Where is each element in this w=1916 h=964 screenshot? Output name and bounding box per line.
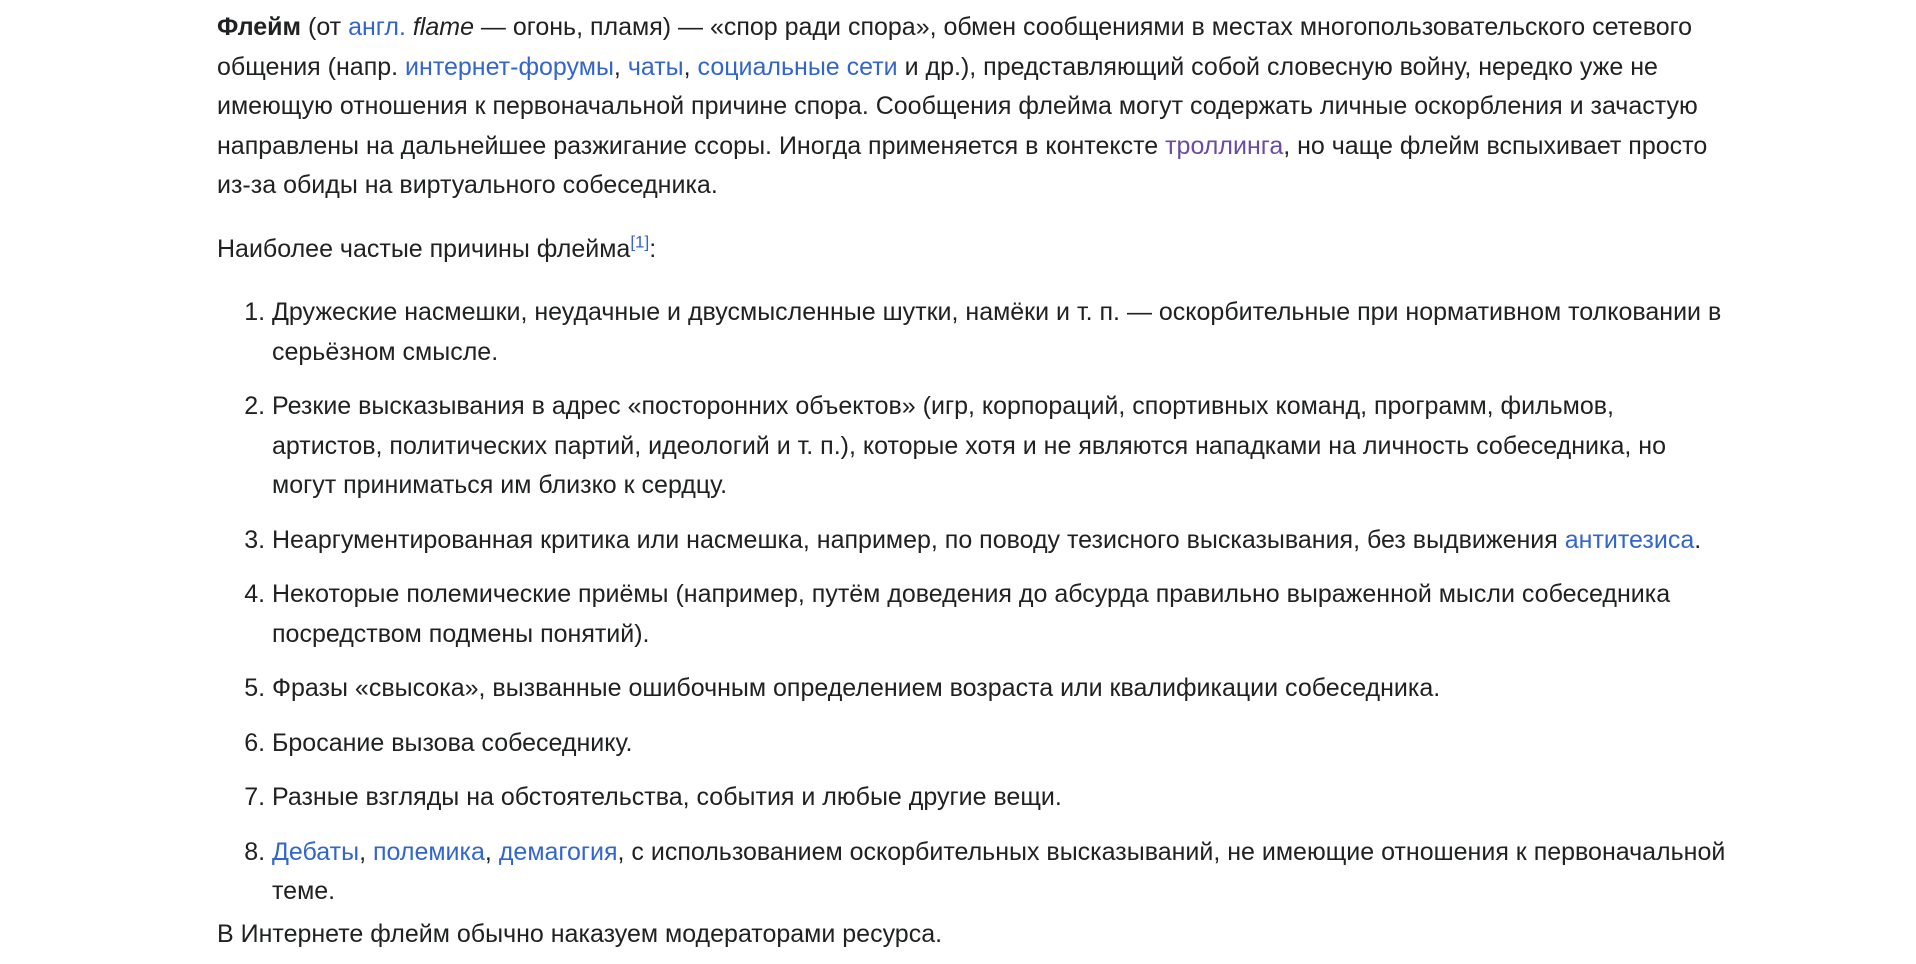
causes-lead-paragraph: Наиболее частые причины флейма[1]: (217, 232, 657, 263)
lang-link[interactable]: англ. (348, 13, 406, 41)
list-item: 7. Разные взгляды на обстоятельства, события и любые другие вещи. (272, 778, 1727, 818)
list-item: 1. Дружеские насмешки, неудачные и двусмысленные шутки, намёки и т. п. — оскорбительные при нормативном толковании в серьёзном смысле. (272, 293, 1727, 372)
link-demagogy[interactable]: демагогия (498, 837, 618, 866)
list-item: 2. Резкие высказывания в адрес «посторонних объектов» (игр, корпораций, спортивных команд, программ, фильмов, артистов, политических партий, идеологий и т. п.), которые хотя и не являются нападками на личность собеседника, но могут приниматься им близко к сердцу. (272, 387, 1727, 506)
link-trolling[interactable]: троллинга (1165, 131, 1284, 160)
term-bold: Флейм (217, 13, 302, 41)
link-debates[interactable]: Дебаты (272, 837, 360, 866)
list-item: 5. Фразы «свысока», вызванные ошибочным определением возраста или квалификации собеседника. (272, 669, 1727, 709)
outro-paragraph: В Интернете флейм обычно наказуем модераторами ресурса. (217, 919, 943, 948)
link-polemics[interactable]: полемика (372, 837, 485, 866)
article-body (217, 8, 1727, 954)
foreign-word: flame (412, 13, 474, 41)
link-chats[interactable]: чаты (627, 52, 684, 81)
link-social-networks[interactable]: социальные сети (697, 52, 898, 81)
reference-1 (630, 232, 649, 251)
list-item: 6. Бросание вызова собеседнику. (272, 724, 1727, 764)
list-item: 4. Некоторые полемические приёмы (например, путём доведения до абсурда правильно выраженной мысли собеседника посредством подмены понятий). (272, 575, 1727, 654)
reference-1-link[interactable]: [1] (630, 232, 650, 252)
list-item: 8. Дебаты, полемика, демагогия, с использованием оскорбительных высказываний, не имеющие отношения к первоначальной теме. (272, 833, 1727, 912)
causes-list (217, 293, 1727, 912)
link-antithesis[interactable]: антитезиса (1564, 525, 1695, 554)
list-item: 3. Неаргументированная критика или насмешка, например, по поводу тезисного высказывания, без выдвижения антитезиса. (272, 521, 1727, 561)
intro-paragraph: Флейм (от англ. flame — огонь, пламя) — «спор ради спора», обмен сообщениями в местах многопользовательского сетевого общения (напр. интернет-форумы, чаты, социальные сети и др.), представляющий собой словесную войну, нередко уже не имеющую отношения к первоначальной причине спора. Сообщения флейма могут содержать личные оскорбления и зачастую направлены на дальнейшее разжигание ссоры. Иногда применяется в контексте троллинга, но чаще флейм вспыхивает просто из-за обиды на виртуального собеседника. (217, 13, 1708, 199)
link-internet-forums[interactable]: интернет-форумы (405, 52, 614, 81)
